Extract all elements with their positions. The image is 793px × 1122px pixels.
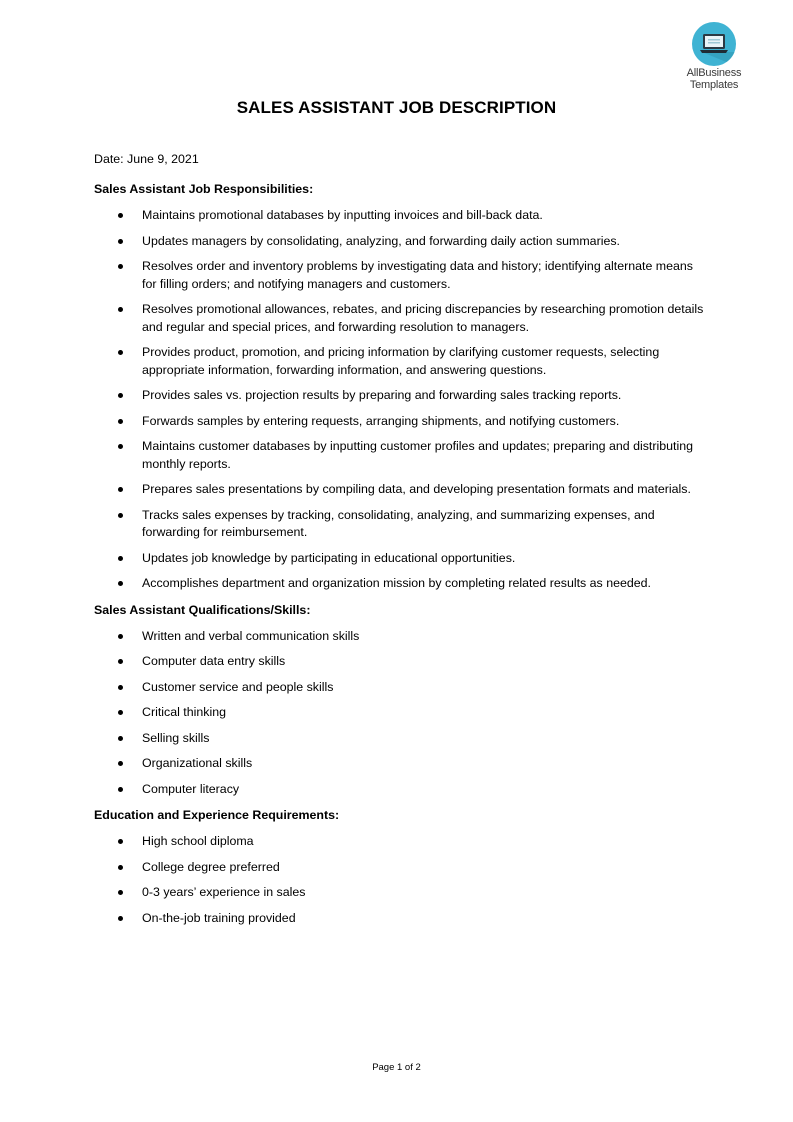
- list-item: Forwards samples by entering requests, arranging shipments, and notifying customers.: [94, 413, 704, 431]
- laptop-icon: [692, 22, 736, 66]
- list-item: Updates job knowledge by participating in educational opportunities.: [94, 550, 704, 568]
- list-item: High school diploma: [94, 833, 704, 851]
- allbusiness-templates-logo[interactable]: [676, 22, 752, 91]
- list-item: Resolves promotional allowances, rebates, and pricing discrepancies by researching promotion details and regular and special prices, and forwarding resolution to managers.: [94, 301, 704, 336]
- list-item: Computer data entry skills: [94, 653, 704, 671]
- list-item: Accomplishes department and organization mission by completing related results as needed.: [94, 575, 704, 593]
- responsibilities-list: [94, 207, 704, 593]
- list-item: Provides sales vs. projection results by preparing and forwarding sales tracking reports.: [94, 387, 704, 405]
- list-item: Updates managers by consolidating, analyzing, and forwarding daily action summaries.: [94, 233, 704, 251]
- section-heading-qualifications: Sales Assistant Qualifications/Skills:: [94, 602, 311, 617]
- list-item: Critical thinking: [94, 704, 704, 722]
- education-list: [94, 833, 704, 927]
- list-item: Maintains promotional databases by inputting invoices and bill-back data.: [94, 207, 704, 225]
- list-item: Customer service and people skills: [94, 679, 704, 697]
- list-item: Prepares sales presentations by compiling data, and developing presentation formats and materials.: [94, 481, 704, 499]
- list-item: College degree preferred: [94, 859, 704, 877]
- qualifications-list: [94, 628, 704, 799]
- page-number: Page 1 of 2: [372, 1062, 421, 1073]
- date-line: Date: June 9, 2021: [94, 152, 199, 166]
- logo-wordmark: [676, 67, 752, 91]
- section-heading-responsibilities: Sales Assistant Job Responsibilities:: [94, 182, 314, 196]
- list-item: Selling skills: [94, 730, 704, 748]
- document-title: SALES ASSISTANT JOB DESCRIPTION: [236, 98, 557, 117]
- list-item: Written and verbal communication skills: [94, 628, 704, 646]
- list-item: On-the-job training provided: [94, 910, 704, 928]
- list-item: 0-3 years’ experience in sales: [94, 884, 704, 902]
- list-item: Computer literacy: [94, 781, 704, 799]
- section-heading-education: Education and Experience Requirements:: [94, 808, 340, 822]
- logo-line-2: Templates: [689, 79, 739, 91]
- list-item: Maintains customer databases by inputting customer profiles and updates; preparing and distributing monthly reports.: [94, 438, 704, 473]
- list-item: Tracks sales expenses by tracking, consolidating, analyzing, and summarizing expenses, and forwarding for reimbursement.: [94, 507, 704, 542]
- list-item: Provides product, promotion, and pricing information by clarifying customer requests, selecting appropriate information, forwarding information, and answering questions.: [94, 344, 704, 379]
- logo-line-1: AllBusiness: [686, 67, 742, 79]
- list-item: Resolves order and inventory problems by investigating data and history; identifying alternate means for filling orders; and notifying managers and customers.: [94, 258, 704, 293]
- document-body: [94, 150, 704, 935]
- list-item: Organizational skills: [94, 755, 704, 773]
